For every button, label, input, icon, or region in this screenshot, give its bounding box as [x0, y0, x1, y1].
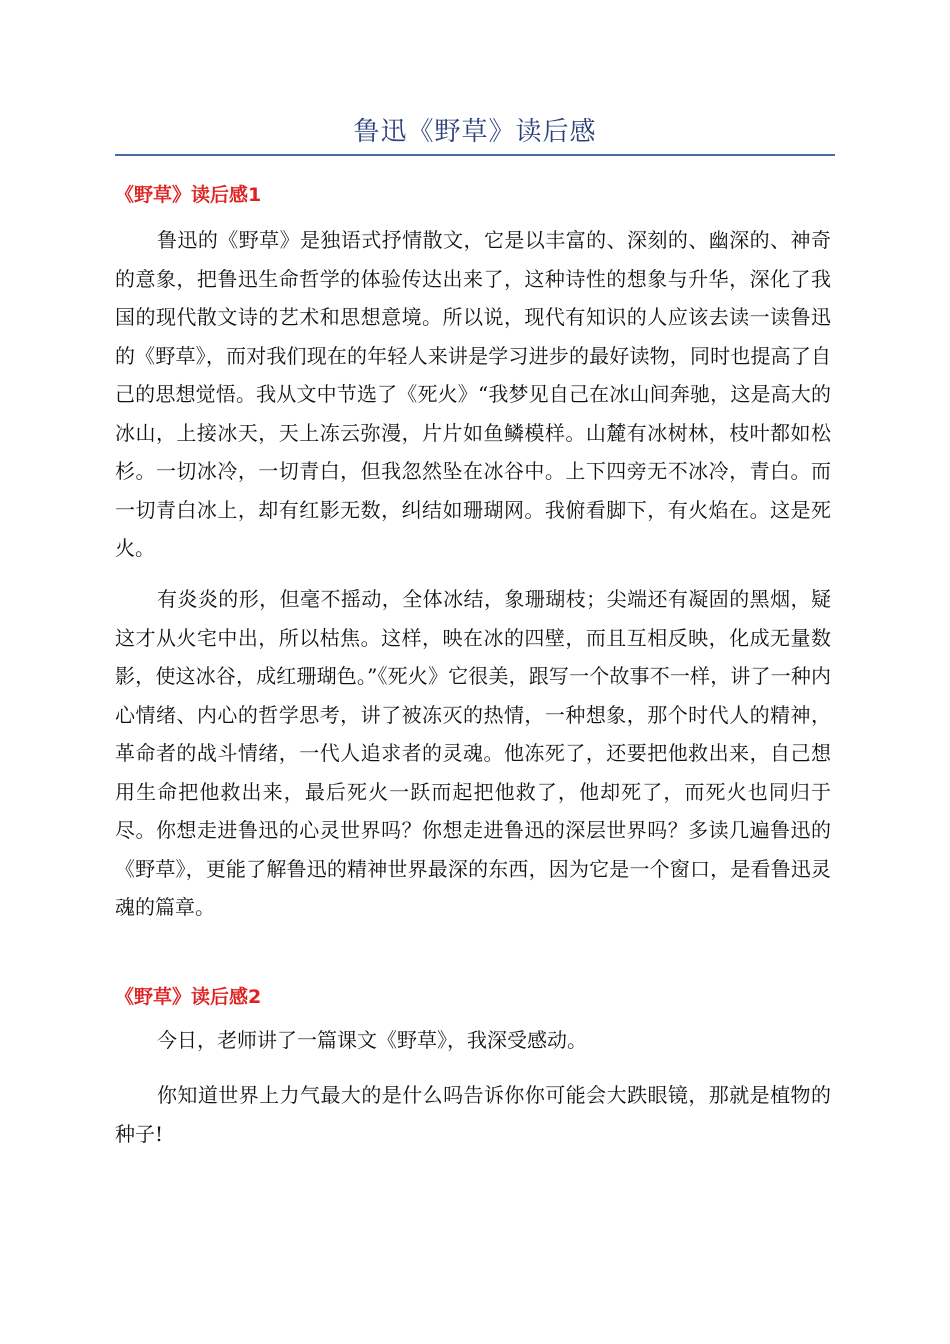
section-heading-2: 《野草》读后感2 — [115, 986, 262, 1008]
document-title: 鲁迅《野草》读后感 — [353, 117, 597, 147]
section-2-paragraph-1: 今日，老师讲了一篇课文《野草》，我深受感动。 — [157, 1028, 587, 1052]
title-underline — [115, 154, 835, 156]
section-1-paragraph-2: 有炎炎的形，但毫不摇动，全体冰结，象珊瑚枝；尖端还有凝固的黑烟，疑这才从火宅中出，所以枯焦。这样，映在冰的四壁，而且互相反映，化成无量数影，使这冰谷，成红珊瑚色。”《死火》它很美，跟写一个故事不一样，讲了一种内心情绪、内心的哲学思考，讲了被冻灭的热情，一种想象，那个时代人的精神，革命者的战斗情绪，一代人追求者的灵魂。他冻死了，还要把他救出来，自己想用生命把他救出来，最后死火一跃而起把他救了，他却死了，而死火也同归于尽。你想走进鲁迅的心灵世界吗？你想走进鲁迅的深层世界吗？多读几遍鲁迅的《野草》，更能了解鲁迅的精神世界最深的东西，因为它是一个窗口，是看鲁迅灵魂的篇章。 — [115, 587, 831, 919]
section-2-paragraph-2: 你知道世界上力气最大的是什么吗告诉你你可能会大跌眼镜，那就是植物的种子! — [115, 1083, 831, 1146]
section-heading-1: 《野草》读后感1 — [115, 184, 262, 206]
section-1-paragraph-1: 鲁迅的《野草》是独语式抒情散文，它是以丰富的、深刻的、幽深的、神奇的意象，把鲁迅生命哲学的体验传达出来了，这种诗性的想象与升华，深化了我国的现代散文诗的艺术和思想意境。所以说，现代有知识的人应该去读一读鲁迅的《野草》，而对我们现在的年轻人来讲是学习进步的最好读物，同时也提高了自己的思想觉悟。我从文中节选了《死火》“我梦见自己在冰山间奔驰，这是高大的冰山，上接冰天，天上冻云弥漫，片片如鱼鳞模样。山麓有冰树林，枝叶都如松杉。一切冰冷，一切青白，但我忽然坠在冰谷中。上下四旁无不冰冷，青白。而一切青白冰上，却有红影无数，纠结如珊瑚网。我俯看脚下，有火焰在。这是死火。 — [115, 228, 831, 560]
